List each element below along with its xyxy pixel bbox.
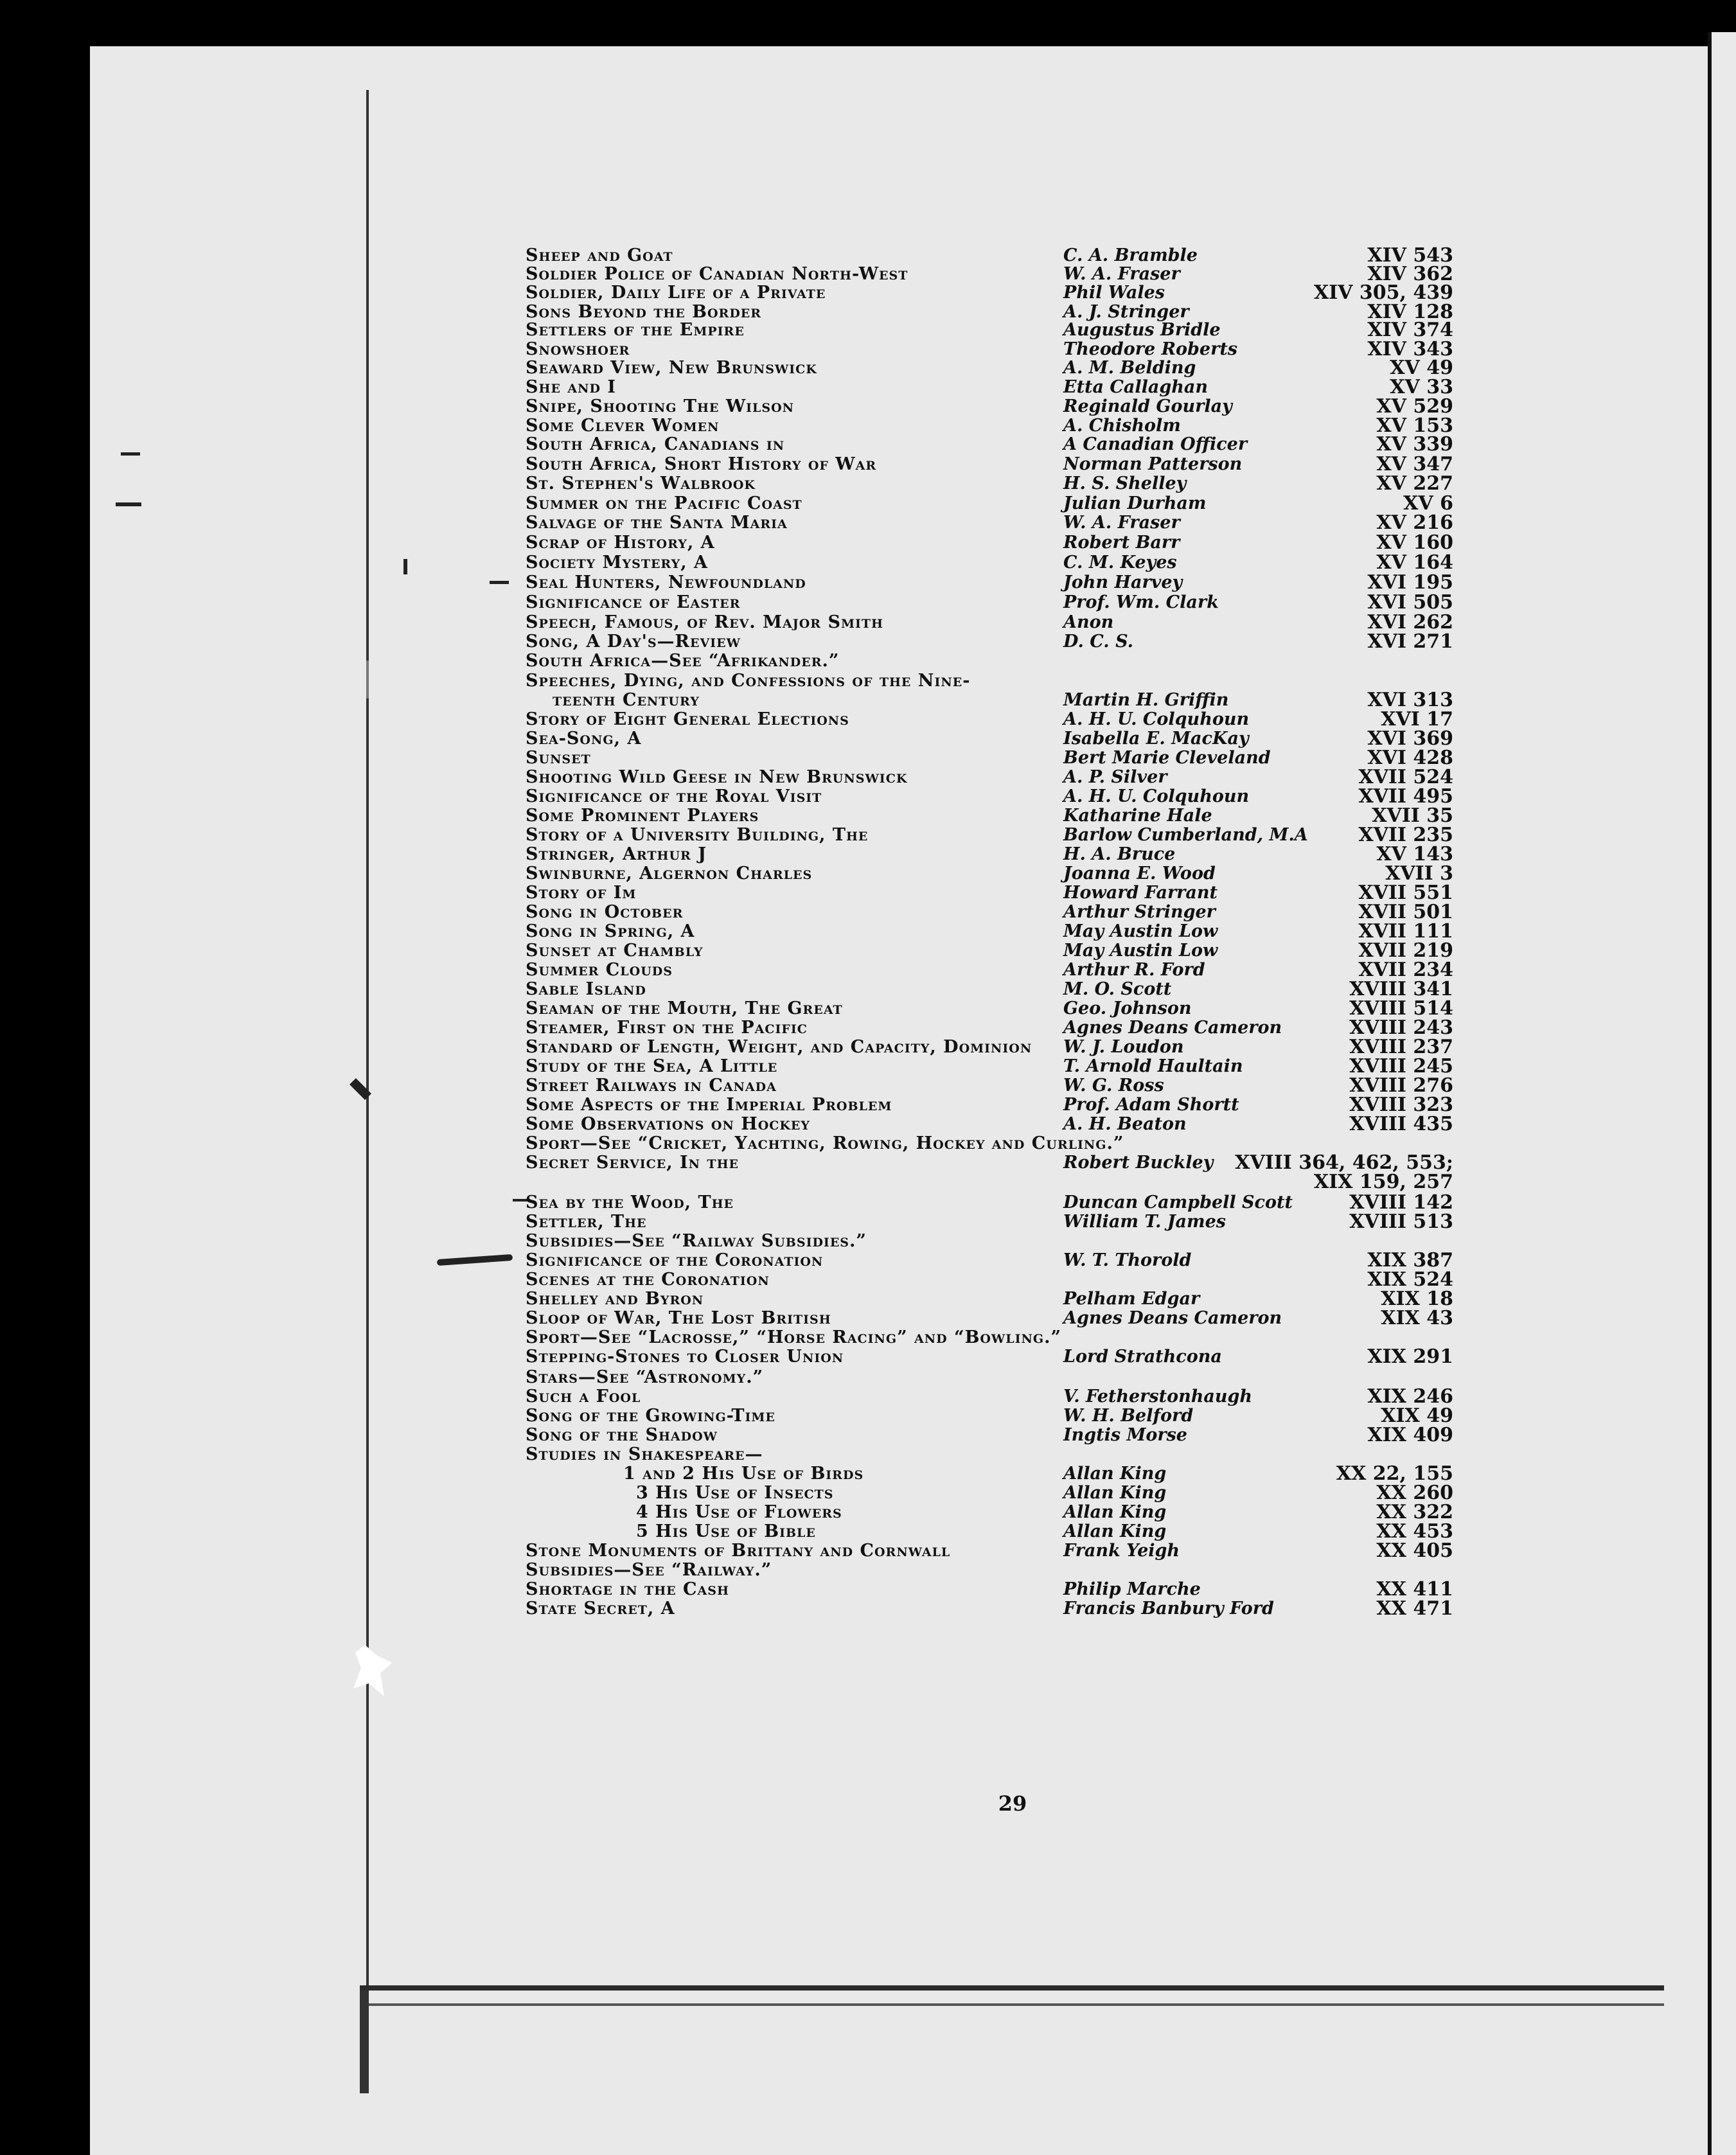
- entry-title: Society Mystery, A: [526, 553, 708, 572]
- entry-author: Norman Patterson: [1063, 454, 1243, 474]
- index-entry: [0, 1193, 1453, 1213]
- entry-volume-page: XX 471: [1376, 1597, 1453, 1620]
- entry-title: Sea-Song, A: [526, 729, 642, 749]
- entry-author: Allan King: [1063, 1502, 1167, 1522]
- entry-author: C. M. Keyes: [1063, 553, 1177, 572]
- index-entry: [0, 806, 1453, 826]
- entry-volume-page: XVI 369: [1367, 727, 1453, 750]
- entry-title: Stringer, Arthur J: [526, 844, 707, 864]
- entry-volume-page: XVII 234: [1358, 959, 1453, 981]
- entry-title: Story of a University Building, The: [526, 825, 869, 845]
- index-entry: [0, 377, 1453, 398]
- entry-volume-page: XV 216: [1376, 511, 1453, 534]
- entry-title: Significance of the Coronation: [526, 1250, 824, 1270]
- entry-volume-page: XV 227: [1376, 472, 1453, 495]
- entry-title: Sable Island: [526, 979, 646, 999]
- index-entry: [0, 1153, 1453, 1173]
- entry-title: Street Railways in Canada: [526, 1076, 777, 1095]
- index-entry: [0, 283, 1453, 303]
- entry-title: Secret Service, In the: [526, 1153, 740, 1173]
- entry-volume-page: XIX 49: [1381, 1405, 1453, 1427]
- entry-title: Studies in Shakespeare—: [526, 1444, 763, 1464]
- entry-title: Significance of Easter: [526, 592, 741, 612]
- entry-author: Julian Durham: [1063, 493, 1207, 513]
- index-entry: [0, 1095, 1453, 1115]
- index-entry: [0, 1327, 1453, 1348]
- entry-title: 5 His Use of Bible: [636, 1521, 816, 1541]
- entry-volume-page: XVIII 341: [1349, 978, 1453, 1000]
- entry-volume-page: XVII 495: [1358, 785, 1453, 808]
- entry-volume-page: XVI 17: [1381, 708, 1453, 731]
- entry-author: Theodore Roberts: [1063, 339, 1238, 359]
- entry-volume-page: XVIII 514: [1349, 997, 1453, 1020]
- entry-author: A. H. Beaton: [1063, 1114, 1187, 1134]
- entry-author: John Harvey: [1063, 572, 1183, 592]
- index-entry: [0, 1367, 1453, 1388]
- entry-title: Speeches, Dying, and Confessions of the Nine-: [526, 671, 971, 691]
- entry-title: 4 His Use of Flowers: [636, 1502, 842, 1522]
- entry-volume-page: XX 260: [1376, 1482, 1453, 1504]
- entry-volume-page: XVII 111: [1358, 920, 1453, 943]
- entry-author: A. Chisholm: [1063, 416, 1181, 436]
- entry-title: Stepping-Stones to Closer Union: [526, 1347, 844, 1367]
- index-entry: [0, 245, 1453, 266]
- entry-title: South Africa—See “Afrikander.”: [526, 651, 840, 671]
- index-entry: [0, 1521, 1453, 1542]
- entry-author: A. M. Belding: [1063, 358, 1196, 378]
- entry-volume-page: XV 529: [1376, 395, 1453, 418]
- entry-author: Bert Marie Cleveland: [1063, 748, 1271, 768]
- index-entry: [0, 1308, 1453, 1329]
- entry-volume-page: XVII 219: [1358, 939, 1453, 962]
- entry-author: A. H. U. Colquhoun: [1063, 709, 1250, 729]
- entry-volume-page: XV 164: [1376, 551, 1453, 574]
- entry-volume-page: XVIII 243: [1349, 1016, 1453, 1039]
- index-entry: [0, 1212, 1453, 1232]
- entry-volume-page: XIV 343: [1367, 338, 1453, 360]
- entry-volume-page: XV 49: [1390, 357, 1453, 379]
- entry-volume-page: XVII 551: [1358, 882, 1453, 904]
- entry-author: Geo. Johnson: [1063, 998, 1192, 1018]
- entry-title: Steamer, First on the Pacific: [526, 1018, 808, 1038]
- entry-volume-page: XX 22, 155: [1336, 1462, 1453, 1485]
- entry-author: Robert Barr: [1063, 533, 1180, 553]
- index-entry: [0, 1231, 1453, 1252]
- index-entry: [0, 1579, 1453, 1600]
- entry-title: Song, A Day's—Review: [526, 632, 741, 652]
- entry-volume-page: XVI 195: [1367, 571, 1453, 594]
- index-entry: [0, 416, 1453, 436]
- entry-title: Some Prominent Players: [526, 806, 759, 826]
- entry-volume-page: XV 33: [1390, 376, 1453, 398]
- entry-author: Katharine Hale: [1063, 806, 1212, 826]
- index-entry: [0, 1250, 1453, 1271]
- entry-volume-page: XIX 291: [1367, 1345, 1453, 1368]
- index-entry: [0, 592, 1453, 613]
- entry-title: Soldier Police of Canadian North-West: [526, 264, 908, 284]
- entry-title: Sheep and Goat: [526, 245, 673, 265]
- entry-title: Sport—See “Lacrosse,” “Horse Racing” and “Bowling.”: [526, 1327, 1062, 1347]
- entry-title: Subsidies—See “Railway Subsidies.”: [526, 1231, 867, 1251]
- entry-title: Seal Hunters, Newfoundland: [526, 572, 806, 592]
- index-entry: [0, 264, 1453, 285]
- entry-author: A. H. U. Colquhoun: [1063, 786, 1250, 806]
- entry-author: Augustus Bridle: [1063, 320, 1221, 340]
- entry-author: Howard Farrant: [1063, 883, 1218, 903]
- index-entry: [0, 553, 1453, 573]
- entry-title: Study of the Sea, A Little: [526, 1056, 778, 1076]
- index-entry: [0, 941, 1453, 961]
- entry-title: Speech, Famous, of Rev. Major Smith: [526, 612, 883, 632]
- index-entry: [0, 709, 1453, 730]
- index-entry: [0, 864, 1453, 884]
- entry-volume-page: XVI 262: [1367, 611, 1453, 634]
- entry-title: South Africa, Short History of War: [526, 454, 877, 474]
- entry-title: Stone Monuments of Brittany and Cornwall: [526, 1541, 951, 1561]
- index-entry: [0, 320, 1453, 341]
- entry-volume-page: XVIII 237: [1349, 1036, 1453, 1058]
- entry-author: Anon: [1063, 612, 1114, 632]
- entry-author: A. P. Silver: [1063, 767, 1167, 787]
- entry-title: Scenes at the Coronation: [526, 1270, 770, 1290]
- index-entry: [0, 1056, 1453, 1077]
- entry-title: Song of the Shadow: [526, 1425, 718, 1445]
- entry-title: Story of Eight General Elections: [526, 709, 849, 729]
- index-entry: [0, 396, 1453, 417]
- index-entry: [0, 844, 1453, 865]
- entry-title: Seaward View, New Brunswick: [526, 358, 817, 378]
- entry-title: Sons Beyond the Border: [526, 302, 762, 322]
- index-entry: [0, 1347, 1453, 1367]
- entry-author: Philip Marche: [1063, 1579, 1201, 1599]
- entry-author: C. A. Bramble: [1063, 245, 1198, 265]
- entry-volume-page: XVIII 276: [1349, 1074, 1453, 1097]
- entry-author: W. J. Loudon: [1063, 1037, 1184, 1057]
- entry-title: Soldier, Daily Life of a Private: [526, 283, 826, 303]
- entry-volume-page: XV 347: [1376, 453, 1453, 475]
- entry-volume-page: XVIII 142: [1349, 1191, 1453, 1214]
- entry-author: Lord Strathcona: [1063, 1347, 1222, 1367]
- entry-volume-page: XVI 505: [1367, 591, 1453, 614]
- entry-volume-page: XX 453: [1376, 1520, 1453, 1543]
- entry-title: St. Stephen's Walbrook: [526, 474, 756, 493]
- entry-title: Seaman of the Mouth, The Great: [526, 998, 843, 1018]
- entry-volume-page: XIX 18: [1381, 1288, 1453, 1310]
- index-entry: [0, 748, 1453, 768]
- entry-author: Allan King: [1063, 1483, 1167, 1503]
- entry-title: Sport—See “Cricket, Yachting, Rowing, Hockey and Curling.”: [526, 1133, 1124, 1153]
- entry-title: Settlers of the Empire: [526, 320, 745, 340]
- entry-title: She and I: [526, 377, 616, 397]
- entry-author: W. A. Fraser: [1063, 513, 1180, 533]
- index-entry: [0, 1464, 1453, 1484]
- entry-title: Some Observations on Hockey: [526, 1114, 810, 1134]
- entry-volume-page: XVII 524: [1358, 766, 1453, 788]
- entry-volume-page: XVIII 245: [1349, 1055, 1453, 1078]
- entry-volume-page: XIX 43: [1381, 1307, 1453, 1329]
- index-entry: [0, 474, 1453, 494]
- entry-title: South Africa, Canadians in: [526, 434, 785, 454]
- entry-author: Pelham Edgar: [1063, 1289, 1200, 1309]
- entry-title: Story of Im: [526, 883, 637, 903]
- entry-author: Robert Buckley: [1063, 1153, 1214, 1173]
- index-entry: [0, 1425, 1453, 1446]
- entry-title: Sunset: [526, 748, 591, 768]
- index-entry: [0, 767, 1453, 788]
- index-entry: [0, 1560, 1453, 1581]
- index-entry: [0, 1114, 1453, 1135]
- entry-volume-page: XIV 128: [1367, 301, 1453, 323]
- index-entry: [0, 1387, 1453, 1407]
- index-entry: [0, 632, 1453, 652]
- entry-author: William T. James: [1063, 1212, 1226, 1232]
- entry-author: H. A. Bruce: [1063, 844, 1176, 864]
- entry-volume-page: XVI 313: [1367, 689, 1453, 711]
- entry-title: teenth Century: [553, 690, 700, 710]
- entry-author: T. Arnold Haultain: [1063, 1056, 1243, 1076]
- entry-author: Agnes Deans Cameron: [1063, 1018, 1282, 1038]
- entry-volume-page: XV 153: [1376, 414, 1453, 437]
- entry-volume-page: XX 411: [1376, 1578, 1453, 1601]
- index-entry: [0, 612, 1453, 633]
- entry-volume-page: XVII 501: [1358, 901, 1453, 923]
- entry-author: Barlow Cumberland, M.A: [1063, 825, 1308, 845]
- entry-title: Scrap of History, A: [526, 533, 715, 553]
- index-entry: [0, 339, 1453, 360]
- entry-author: May Austin Low: [1063, 941, 1218, 961]
- entry-volume-page: XIX 524: [1367, 1268, 1453, 1291]
- entry-author: Arthur R. Ford: [1063, 960, 1205, 980]
- entry-title: Swinburne, Algernon Charles: [526, 864, 813, 883]
- entry-title: Some Aspects of the Imperial Problem: [526, 1095, 892, 1115]
- index-entry: [0, 358, 1453, 378]
- entry-title: Snowshoer: [526, 339, 630, 359]
- index-entry: [0, 651, 1453, 671]
- index-entry: [0, 1541, 1453, 1561]
- entry-volume-page: XIV 374: [1367, 319, 1453, 341]
- index-entry: [0, 1037, 1453, 1058]
- entry-title: Summer on the Pacific Coast: [526, 493, 802, 513]
- entry-author: Phil Wales: [1063, 283, 1165, 303]
- entry-volume-page: XV 339: [1376, 433, 1453, 456]
- index-entry: [0, 1076, 1453, 1096]
- entry-title: Significance of the Royal Visit: [526, 786, 822, 806]
- entry-author: Arthur Stringer: [1063, 902, 1216, 922]
- entry-title: Shelley and Byron: [526, 1289, 704, 1309]
- entry-title: 3 His Use of Insects: [636, 1483, 834, 1503]
- entry-author: W. G. Ross: [1063, 1076, 1164, 1095]
- entry-title: Settler, The: [526, 1212, 647, 1232]
- index-entry: [0, 921, 1453, 942]
- index-entry: [0, 979, 1453, 1000]
- entry-author: Etta Callaghan: [1063, 377, 1209, 397]
- index-entry: [0, 533, 1453, 553]
- entry-title: Snipe, Shooting The Wilson: [526, 396, 795, 416]
- entry-title: 1 and 2 His Use of Birds: [623, 1464, 864, 1484]
- entry-author: Duncan Campbell Scott: [1063, 1193, 1293, 1212]
- entry-volume-page: XVI 271: [1367, 630, 1453, 653]
- entry-title: Song in October: [526, 902, 684, 922]
- entry-author: Allan King: [1063, 1521, 1167, 1541]
- index-entry: [0, 883, 1453, 903]
- index-entry: [0, 493, 1453, 514]
- index-entry: [0, 1599, 1453, 1619]
- entry-author: Francis Banbury Ford: [1063, 1599, 1274, 1618]
- entry-title: Song of the Growing-Time: [526, 1406, 775, 1426]
- entry-volume-page: XVIII 323: [1349, 1094, 1453, 1116]
- index-entry: [0, 825, 1453, 846]
- index-entry: [0, 1270, 1453, 1290]
- entry-volume-page: XVIII 513: [1349, 1211, 1453, 1233]
- index-entry: [0, 454, 1453, 475]
- index-entry: [0, 671, 1453, 691]
- entry-title: Such a Fool: [526, 1387, 641, 1406]
- index-entry: [0, 998, 1453, 1019]
- entry-author: Allan King: [1063, 1464, 1167, 1484]
- entry-title: Shortage in the Cash: [526, 1579, 729, 1599]
- entry-author: Reginald Gourlay: [1063, 396, 1232, 416]
- entry-volume-page: XVII 35: [1372, 804, 1453, 827]
- index-entry: [0, 1018, 1453, 1038]
- entry-title: Some Clever Women: [526, 416, 720, 436]
- entry-author: Martin H. Griffin: [1063, 690, 1229, 710]
- entry-volume-page: XVIII 364, 462, 553;: [1235, 1151, 1453, 1174]
- index-entry: [0, 902, 1453, 923]
- entry-volume-page: XV 6: [1403, 492, 1453, 515]
- entry-volume-page: XIV 305, 439: [1313, 281, 1453, 304]
- entry-volume-page: XV 143: [1376, 843, 1453, 865]
- entry-title: Sloop of War, The Lost British: [526, 1308, 831, 1328]
- entry-author: W. T. Thorold: [1063, 1250, 1192, 1270]
- entry-volume-page: XIX 246: [1367, 1385, 1453, 1408]
- index-entry: [0, 1444, 1453, 1465]
- entry-author: Prof. Adam Shortt: [1063, 1095, 1239, 1115]
- entry-volume-page: XIX 409: [1367, 1424, 1453, 1446]
- entry-author: Isabella E. MacKay: [1063, 729, 1249, 749]
- entry-title: Shooting Wild Geese in New Brunswick: [526, 767, 908, 787]
- page-number: 29: [998, 1791, 1027, 1816]
- entry-title: Stars—See “Astronomy.”: [526, 1367, 764, 1387]
- entry-author: Frank Yeigh: [1063, 1541, 1180, 1561]
- entry-author: H. S. Shelley: [1063, 474, 1187, 493]
- index-entry: [0, 1406, 1453, 1426]
- entry-author: W. H. Belford: [1063, 1406, 1194, 1426]
- entry-volume-page: XV 160: [1376, 531, 1453, 554]
- index-entry: [0, 960, 1453, 980]
- entry-title: Summer Clouds: [526, 960, 673, 980]
- index-entry: [0, 1172, 1453, 1193]
- entry-author: V. Fetherstonhaugh: [1063, 1387, 1252, 1406]
- entry-author: D. C. S.: [1063, 632, 1134, 652]
- entry-author: A. J. Stringer: [1063, 302, 1189, 322]
- index-entry: [0, 1289, 1453, 1309]
- entry-author: Joanna E. Wood: [1063, 864, 1216, 883]
- entry-title: Subsidies—See “Railway.”: [526, 1560, 772, 1580]
- index-entry: [0, 1502, 1453, 1523]
- entry-title: Sea by the Wood, The: [526, 1193, 734, 1212]
- entry-author: Prof. Wm. Clark: [1063, 592, 1219, 612]
- entry-volume-page: XIX 159, 257: [1313, 1171, 1453, 1193]
- entry-title: Song in Spring, A: [526, 921, 695, 941]
- index-entry: [0, 513, 1453, 533]
- entry-author: Ingtis Morse: [1063, 1425, 1187, 1445]
- entry-volume-page: XX 322: [1376, 1501, 1453, 1523]
- index-entry: [0, 690, 1453, 711]
- entry-title: Salvage of the Santa Maria: [526, 513, 788, 533]
- entry-title: Sunset at Chambly: [526, 941, 704, 961]
- index-entry: [0, 572, 1453, 593]
- entry-volume-page: XIV 543: [1367, 244, 1453, 267]
- entry-volume-page: XVII 235: [1358, 824, 1453, 846]
- index-entry: [0, 786, 1453, 807]
- entry-title: Standard of Length, Weight, and Capacity, Dominion: [526, 1037, 1032, 1057]
- index-entry: [0, 1483, 1453, 1503]
- entry-title: State Secret, A: [526, 1599, 675, 1618]
- entry-author: M. O. Scott: [1063, 979, 1172, 999]
- entry-author: W. A. Fraser: [1063, 264, 1180, 284]
- entry-volume-page: XVII 3: [1385, 862, 1453, 885]
- entry-volume-page: XIX 387: [1367, 1249, 1453, 1272]
- entry-author: May Austin Low: [1063, 921, 1218, 941]
- index-entry: [0, 434, 1453, 455]
- entry-volume-page: XX 405: [1376, 1539, 1453, 1562]
- entry-volume-page: XIV 362: [1367, 263, 1453, 285]
- entry-volume-page: XVI 428: [1367, 747, 1453, 769]
- entry-author: A Canadian Officer: [1063, 434, 1248, 454]
- entry-volume-page: XVIII 435: [1349, 1113, 1453, 1135]
- entry-author: Agnes Deans Cameron: [1063, 1308, 1282, 1328]
- index-entry: [0, 729, 1453, 749]
